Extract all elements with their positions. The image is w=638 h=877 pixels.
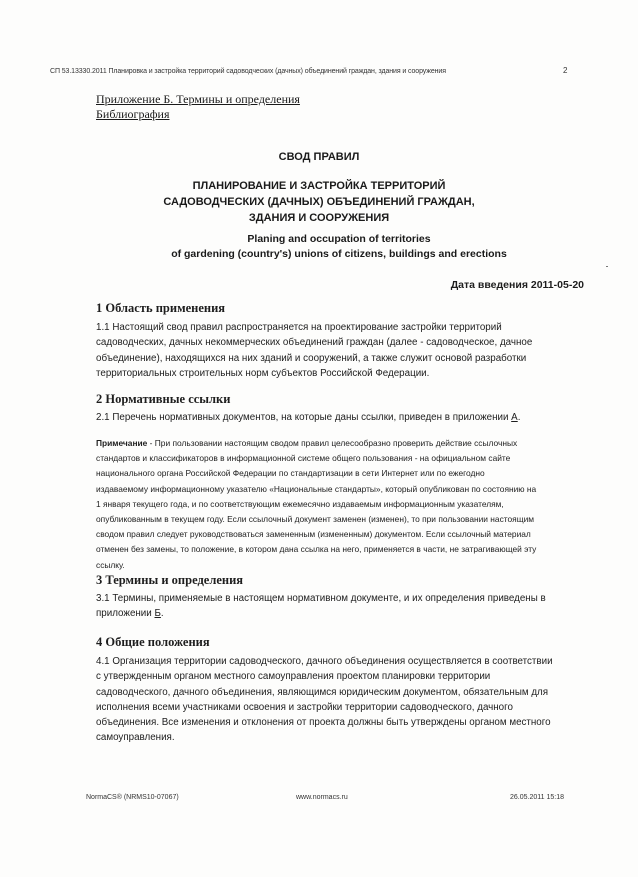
effective-date: Дата введения 2011-05-20 <box>450 279 584 291</box>
note-line: 1 января текущего года, и по соответствующим ежемесячно издаваемым информационным указателям, <box>96 498 504 509</box>
note-line: опубликованным в текущем году. Если ссылочный документ заменен (изменен), то при пользовании настоящим <box>96 514 535 525</box>
section-4-heading: 4 Общие положения <box>96 635 210 649</box>
s4-line: самоуправления. <box>96 732 175 744</box>
s3-line2: приложении <box>96 608 155 620</box>
s4-line: исполнения всеми участниками освоения и застройки территории садоводческого, дачного <box>96 701 513 713</box>
appendix-b-link[interactable]: Б <box>154 608 161 620</box>
section-2-paragraph <box>96 410 574 425</box>
s3-line: 3.1 Термины, применяемые в настоящем нормативном документе, и их определения приведены в <box>96 593 546 604</box>
s4-line: объединения. Все изменения и отклонения от проекта должны быть утверждены органом местного <box>96 717 551 729</box>
running-header: СП 53.13330.2011 Планировка и застройка территорий садоводческих (дачных) объединений граждан, здания и сооружения <box>50 68 446 75</box>
note-label: Примечание <box>96 438 148 448</box>
note-line: стандартов и классификаторов в информационной системе общего пользования - на официальном сайте <box>96 453 511 464</box>
code-type: СВОД ПРАВИЛ <box>278 151 360 163</box>
section-3-paragraph <box>96 591 574 622</box>
s1-line: 1.1 Настоящий свод правил распространяется на проектирование застройки территорий <box>96 322 502 333</box>
note-line: - При пользовании настоящим сводом правил целесообразно проверить действие ссылочных <box>147 438 518 448</box>
s1-line: объединение), находящихся на них зданий и сооружений, а также служит основой разработки <box>96 352 527 364</box>
footer-timestamp: 26.05.2011 15:18 <box>510 794 564 801</box>
note-line: издаваемому информационному указателю «Национальные стандарты», который опубликован по состоянию на <box>96 483 537 494</box>
s1-line: территориальных строительных норм субъектов Российской Федерации. <box>96 367 430 379</box>
footer-website[interactable]: www.normacs.ru <box>296 794 348 801</box>
title-ru-line-2: САДОВОДЧЕСКИХ (ДАЧНЫХ) ОБЪЕДИНЕНИЙ ГРАЖДАН, <box>163 196 475 208</box>
page-number: 2 <box>563 66 568 75</box>
toc-link-appendix-b[interactable]: Приложение Б. Термины и определения <box>96 92 300 106</box>
section-2-heading: 2 Нормативные ссылки <box>96 392 231 406</box>
title-en-line-2: of gardening (country's) unions of citizens, buildings and erections <box>171 248 507 260</box>
s1-line: садоводческих, дачных некоммерческих объединений граждан (далее - садоводческое, дачное <box>96 337 533 349</box>
s4-line: садоводческого, дачного объединения, являющимся юридическим документом, обязательным для <box>96 686 549 698</box>
note-line: отменен без замены, то положение, в котором дана ссылка на него, применяется в части, не затрагивающей эту <box>96 544 537 555</box>
note-line: ссылку. <box>96 559 125 570</box>
appendix-a-link[interactable]: А <box>511 412 518 423</box>
s2-text-end: . <box>517 412 521 423</box>
title-en-line-1: Planing and occupation of territories <box>247 233 431 245</box>
section-1-heading: 1 Область применения <box>96 301 226 315</box>
scan-speck <box>606 266 608 267</box>
toc-link-bibliography[interactable]: Библиография <box>96 107 170 121</box>
s3-line2-end: . <box>160 608 164 620</box>
footer-normacs: NormaCS® (NRMS10-07067) <box>86 794 179 801</box>
s4-line: 4.1 Организация территории садоводческого, дачного объединения осуществляется в соответствии <box>96 656 553 667</box>
title-ru-line-1: ПЛАНИРОВАНИЕ И ЗАСТРОЙКА ТЕРРИТОРИЙ <box>192 180 446 192</box>
s4-line: с утвержденным органом местного самоуправления проектом планировки территории <box>96 671 491 683</box>
s2-text: 2.1 Перечень нормативных документов, на которые даны ссылки, приведен в приложении <box>96 412 512 423</box>
section-1-paragraph <box>96 320 574 381</box>
note-line: сводом правил следует руководствоваться замененным (измененным) документом. Если ссылочный материал <box>96 529 531 540</box>
section-3-heading: 3 Термины и определения <box>96 573 244 587</box>
section-2-note <box>96 436 574 573</box>
note-line: национального органа Российской Федерации по стандартизации в сети Интернет или по ежегодно <box>96 468 485 479</box>
section-4-paragraph <box>96 654 574 746</box>
title-ru-line-3: ЗДАНИЯ И СООРУЖЕНИЯ <box>248 212 390 224</box>
